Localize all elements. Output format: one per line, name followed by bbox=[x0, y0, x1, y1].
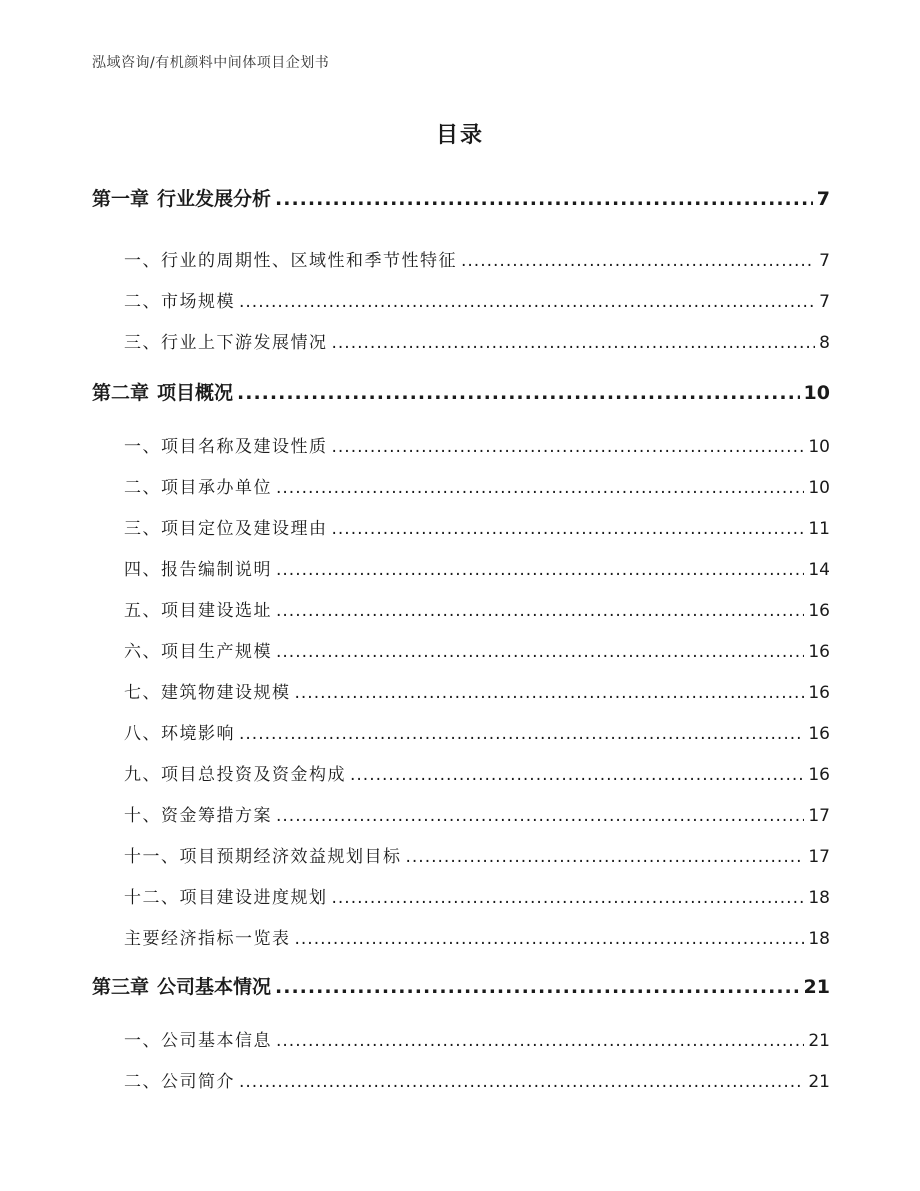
toc-page-number: 17 bbox=[808, 806, 830, 826]
toc-section[interactable] bbox=[124, 473, 830, 498]
toc-section-label: 环境影响 bbox=[161, 724, 235, 744]
toc-page-number: 16 bbox=[808, 765, 830, 785]
toc-section-label: 市场规模 bbox=[161, 292, 235, 312]
toc-chapter-label: 公司基本情况 bbox=[157, 976, 272, 998]
toc-section[interactable] bbox=[124, 719, 830, 744]
toc-section-label: 公司基本信息 bbox=[161, 1031, 272, 1051]
dot-leader bbox=[276, 601, 804, 621]
dot-leader bbox=[276, 560, 804, 580]
dot-leader bbox=[332, 333, 816, 353]
toc-section-number: 三、 bbox=[124, 519, 161, 539]
dot-leader bbox=[406, 847, 805, 867]
toc-page-number: 21 bbox=[808, 1072, 830, 1092]
toc-page-number: 10 bbox=[803, 382, 830, 404]
dot-leader bbox=[276, 642, 804, 662]
dot-leader bbox=[332, 519, 805, 539]
toc-page-number: 16 bbox=[808, 683, 830, 703]
toc-section-label: 主要经济指标一览表 bbox=[124, 929, 291, 949]
toc-chapter-number: 第二章 bbox=[92, 382, 150, 404]
toc-section[interactable] bbox=[124, 555, 830, 580]
toc-chapter-label: 行业发展分析 bbox=[157, 188, 272, 210]
toc-section[interactable] bbox=[124, 842, 830, 867]
toc-section-label: 建筑物建设规模 bbox=[161, 683, 291, 703]
toc-section[interactable] bbox=[124, 760, 830, 785]
dot-leader bbox=[332, 437, 805, 457]
toc-section-number: 十一、 bbox=[124, 847, 180, 867]
toc-section-number: 十二、 bbox=[124, 888, 180, 908]
toc-section-number: 十、 bbox=[124, 806, 161, 826]
toc-section[interactable] bbox=[124, 596, 830, 621]
toc-chapter-number: 第三章 bbox=[92, 976, 150, 998]
dot-leader bbox=[276, 478, 804, 498]
toc-section-number: 八、 bbox=[124, 724, 161, 744]
toc-section-number: 九、 bbox=[124, 765, 161, 785]
toc-page-number: 7 bbox=[819, 292, 830, 312]
toc-section-label: 项目预期经济效益规划目标 bbox=[179, 847, 402, 867]
toc-section-label: 项目建设选址 bbox=[161, 601, 272, 621]
toc-page-number: 21 bbox=[803, 976, 830, 998]
toc-page-number: 8 bbox=[819, 333, 830, 353]
dot-leader bbox=[237, 382, 800, 404]
toc-chapter-label: 项目概况 bbox=[157, 382, 234, 404]
toc-chapter[interactable] bbox=[92, 972, 830, 999]
toc-section-number: 一、 bbox=[124, 1031, 161, 1051]
toc-section[interactable] bbox=[124, 883, 830, 908]
toc-page-number: 21 bbox=[808, 1031, 830, 1051]
toc-chapter-number: 第一章 bbox=[92, 188, 150, 210]
toc-section[interactable] bbox=[124, 246, 830, 271]
toc-section-label: 资金筹措方案 bbox=[161, 806, 272, 826]
toc-section-number: 二、 bbox=[124, 478, 161, 498]
toc-section[interactable] bbox=[124, 432, 830, 457]
toc-chapter[interactable] bbox=[92, 378, 830, 405]
dot-leader bbox=[295, 683, 805, 703]
toc-section[interactable] bbox=[124, 1067, 830, 1092]
toc-chapter[interactable] bbox=[92, 184, 830, 211]
dot-leader bbox=[239, 292, 815, 312]
toc-section-label: 项目名称及建设性质 bbox=[161, 437, 328, 457]
toc-section[interactable] bbox=[124, 328, 830, 353]
toc-section[interactable] bbox=[124, 514, 830, 539]
toc-page-number: 7 bbox=[819, 251, 830, 271]
toc-page-number: 10 bbox=[808, 437, 830, 457]
dot-leader bbox=[275, 976, 800, 998]
toc-section-number: 五、 bbox=[124, 601, 161, 621]
toc-page-number: 16 bbox=[808, 601, 830, 621]
dot-leader bbox=[239, 1072, 804, 1092]
toc-page-number: 14 bbox=[808, 560, 830, 580]
toc-section-number: 七、 bbox=[124, 683, 161, 703]
dot-leader bbox=[332, 888, 805, 908]
dot-leader bbox=[276, 1031, 804, 1051]
toc-page-number: 18 bbox=[808, 888, 830, 908]
toc-section-label: 项目承办单位 bbox=[161, 478, 272, 498]
toc-section-number: 二、 bbox=[124, 1072, 161, 1092]
dot-leader bbox=[350, 765, 804, 785]
toc-section-label: 行业的周期性、区域性和季节性特征 bbox=[161, 251, 457, 271]
toc-section[interactable] bbox=[124, 801, 830, 826]
toc-section-label: 项目定位及建设理由 bbox=[161, 519, 328, 539]
toc-section[interactable] bbox=[124, 678, 830, 703]
toc-section-number: 六、 bbox=[124, 642, 161, 662]
toc-page-number: 16 bbox=[808, 724, 830, 744]
toc-section-label: 项目总投资及资金构成 bbox=[161, 765, 346, 785]
dot-leader bbox=[275, 188, 813, 210]
toc-page-number: 11 bbox=[808, 519, 830, 539]
toc-page-number: 10 bbox=[808, 478, 830, 498]
toc-section-number: 一、 bbox=[124, 437, 161, 457]
toc-page-number: 7 bbox=[816, 188, 830, 210]
toc-section-label: 项目生产规模 bbox=[161, 642, 272, 662]
dot-leader bbox=[295, 929, 805, 949]
dot-leader bbox=[276, 806, 804, 826]
toc-section-label: 报告编制说明 bbox=[161, 560, 272, 580]
document-header: 泓域咨询/有机颜料中间体项目企划书 bbox=[92, 55, 330, 71]
toc-section-label: 行业上下游发展情况 bbox=[161, 333, 328, 353]
toc-page-number: 18 bbox=[808, 929, 830, 949]
toc-section[interactable] bbox=[124, 287, 830, 312]
toc-section-label: 项目建设进度规划 bbox=[179, 888, 328, 908]
toc-section-number: 四、 bbox=[124, 560, 161, 580]
toc-page-number: 16 bbox=[808, 642, 830, 662]
toc-section-number: 三、 bbox=[124, 333, 161, 353]
toc-section-label: 公司简介 bbox=[161, 1072, 235, 1092]
toc-page-number: 17 bbox=[808, 847, 830, 867]
dot-leader bbox=[461, 251, 815, 271]
toc-section-number: 二、 bbox=[124, 292, 161, 312]
toc-section[interactable] bbox=[124, 924, 830, 949]
toc-section-number: 一、 bbox=[124, 251, 161, 271]
toc-title: 目录 bbox=[435, 123, 484, 148]
dot-leader bbox=[239, 724, 804, 744]
toc-section[interactable] bbox=[124, 637, 830, 662]
toc-section[interactable] bbox=[124, 1026, 830, 1051]
